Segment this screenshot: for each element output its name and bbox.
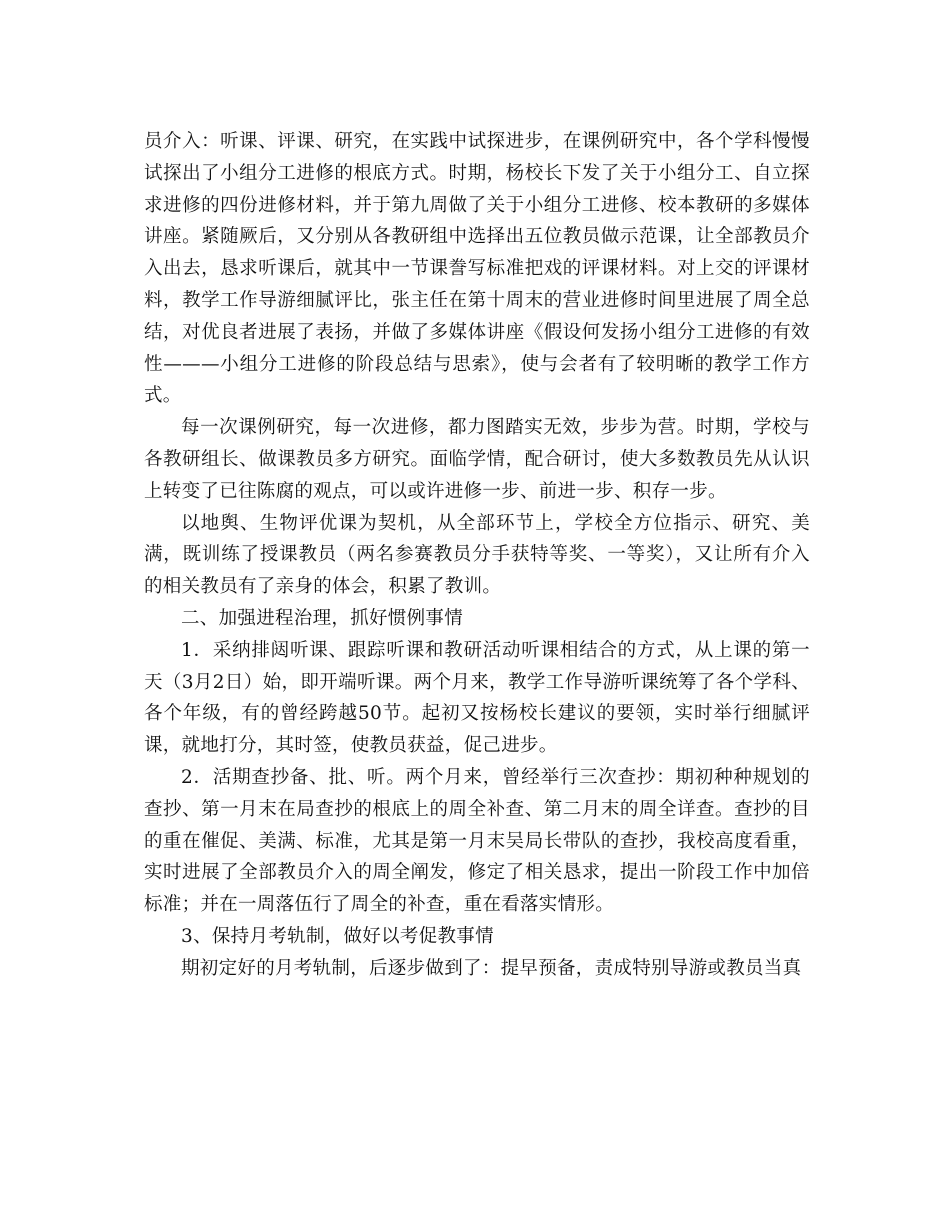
paragraph-last: 期初定好的月考轨制，后逐步做到了：提早预备，责成特别导游或教员当真 (181, 957, 802, 979)
paragraph-1: 员介入：听课、评课、研究，在实践中试探进步，在课例研究中，各个学科慢慢试探出了小组分工进修的根底方式。时期，杨校长下发了关于小组分工、自立探求进修的四份进修材料，并于第九周做了关于小组分工进修、校本教研的多媒体讲座。紧随厥后，又分别从各教研组中选择出五位教员做示范课，让全部教员介入出去，恳求听课后，就其中一节课誊写标准把戏的评课材料。对上交的评课材料，教学工作导游细腻评比，张主任在第十周末的营业进修时间里进展了周全总结，对优良者进展了表扬，并做了多媒体讲座《假设何发扬小组分工进修的有效性———小组分工进修的阶段总结与思索》，使与会者有了较明晰的教学工作方式。 (144, 131, 810, 407)
subsection-heading: 3、保持月考轨制，做好以考促教事情 (181, 925, 494, 947)
paragraph-item-2: 2．活期查抄备、批、听。两个月来，曾经举行三次查抄：期初种种规划的查抄、第一月末在局查抄的根底上的周全补查、第二月末的周全详查。查抄的目的重在催促、美满、标准，尤其是第一月末吴局长带队的查抄，我校高度看重，实时进展了全部教员介入的周全阐发，修定了相关恳求，提出一阶段工作中加倍标准；并在一周落伍行了周全的补查，重在看落实情形。 (144, 766, 810, 916)
paragraph-2: 每一次课例研究，每一次进修，都力图踏实无效，步步为营。时期，学校与各教研组长、做课教员多方研究。面临学情，配合研讨，使大多数教员先从认识上转变了已往陈腐的观点，可以或许进修一步、前进一步、积存一步。 (144, 417, 810, 502)
section-heading: 二、加强进程治理，抓好惯例事情 (181, 607, 464, 629)
paragraph-item-1: 1．采纳排闼听课、跟踪听课和教研活动听课相结合的方式，从上课的第一天（3月2日）始，即开端听课。两个月来，教学工作导游听课统筹了各个学科、各个年级，有的曾经跨越50节。起初又按杨校长建议的要领，实时举行细腻评课，就地打分，其时签，使教员获益，促己进步。 (144, 639, 810, 757)
paragraph-3: 以地舆、生物评优课为契机，从全部环节上，学校全方位指示、研究、美满，既训练了授课教员（两名参赛教员分手获特等奖、一等奖），又让所有介入的相关教员有了亲身的体会，积累了教训。 (144, 512, 810, 598)
document-body (144, 126, 810, 985)
